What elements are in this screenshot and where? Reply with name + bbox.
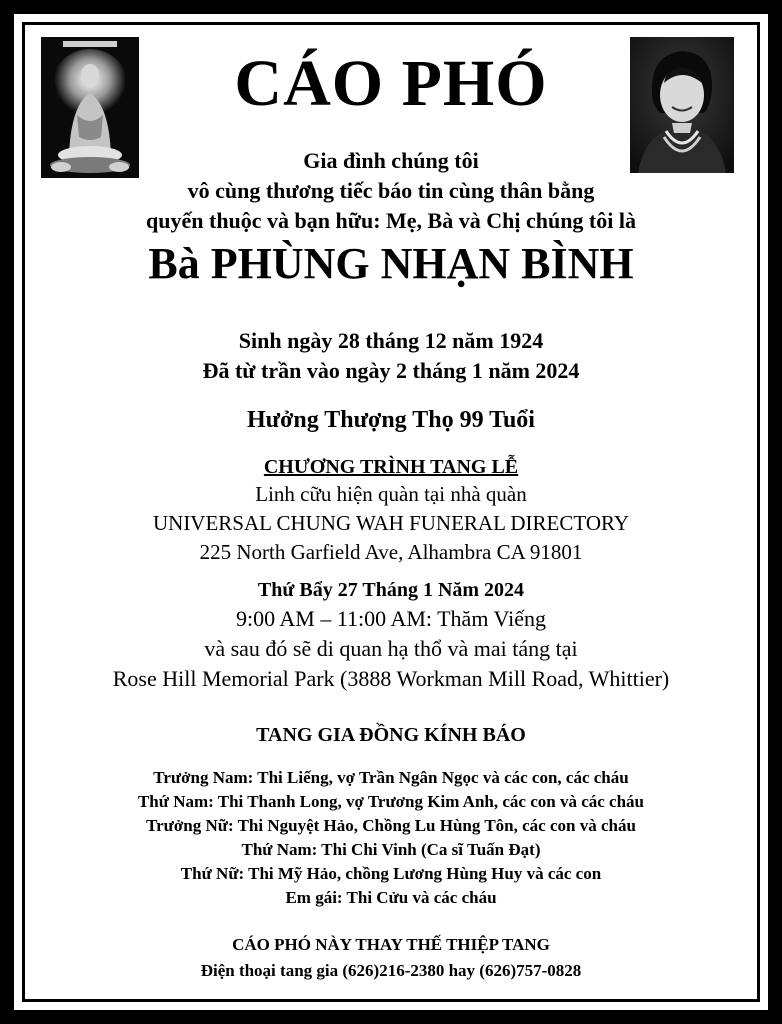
age-text: Hưởng Thượng Thọ 99 Tuổi xyxy=(247,407,535,433)
family-member: Thứ Nam: Thi Thanh Long, vợ Trương Kim Anh, các con và các cháu xyxy=(137,792,645,811)
contact-phone: Điện thoại tang gia (626)216-2380 hay (626)757-0828 xyxy=(200,961,582,980)
family-member: Trưởng Nam: Thi Liếng, vợ Trần Ngân Ngọc và các con, các cháu xyxy=(153,768,629,787)
life-dates xyxy=(0,326,782,386)
family-heading: TANG GIA ĐỒNG KÍNH BÁO xyxy=(256,724,526,746)
service-line: Rose Hill Memorial Park (3888 Workman Mill Road, Whittier) xyxy=(112,666,670,691)
closing-notice-text: CÁO PHÓ NÀY THAY THẾ THIỆP TANG xyxy=(232,935,550,954)
service-date: Thứ Bẩy 27 Tháng 1 Năm 2024 xyxy=(257,579,525,601)
page-title: CÁO PHÓ xyxy=(234,47,548,120)
service-line: và sau đó sẽ di quan hạ thổ và mai táng tại xyxy=(204,636,578,661)
family-member: Thứ Nữ: Thi Mỹ Hảo, chồng Lương Hùng Huy và các con xyxy=(180,864,602,883)
program-heading: CHƯƠNG TRÌNH TANG LỄ xyxy=(263,456,519,478)
service-line: 9:00 AM – 11:00 AM: Thăm Viếng xyxy=(236,606,546,631)
intro-text xyxy=(0,146,782,236)
closing-notice xyxy=(0,932,782,984)
birth-date: Sinh ngày 28 tháng 12 năm 1924 xyxy=(238,328,544,353)
service-info xyxy=(0,604,782,694)
family-member: Trưởng Nữ: Thi Nguyệt Hảo, Chồng Lu Hùng Tôn, các con và cháu xyxy=(146,816,636,835)
death-date: Đã từ trần vào ngày 2 tháng 1 năm 2024 xyxy=(202,358,580,383)
venue-line: 225 North Garfield Ave, Alhambra CA 91801 xyxy=(199,540,583,564)
intro-line: vô cùng thương tiếc báo tin cùng thân bằng xyxy=(187,178,595,203)
venue-info xyxy=(0,480,782,567)
family-list xyxy=(0,766,782,910)
deceased-name: Bà PHÙNG NHẠN BÌNH xyxy=(148,239,634,288)
venue-line: UNIVERSAL CHUNG WAH FUNERAL DIRECTORY xyxy=(152,511,630,535)
family-member: Thứ Nam: Thi Chi Vinh (Ca sĩ Tuấn Đạt) xyxy=(241,840,541,859)
intro-line: quyến thuộc và bạn hữu: Mẹ, Bà và Chị chúng tôi là xyxy=(146,208,636,233)
intro-line: Gia đình chúng tôi xyxy=(303,148,479,173)
venue-line: Linh cữu hiện quàn tại nhà quàn xyxy=(255,482,527,506)
family-member: Em gái: Thi Cửu và các cháu xyxy=(285,888,497,907)
